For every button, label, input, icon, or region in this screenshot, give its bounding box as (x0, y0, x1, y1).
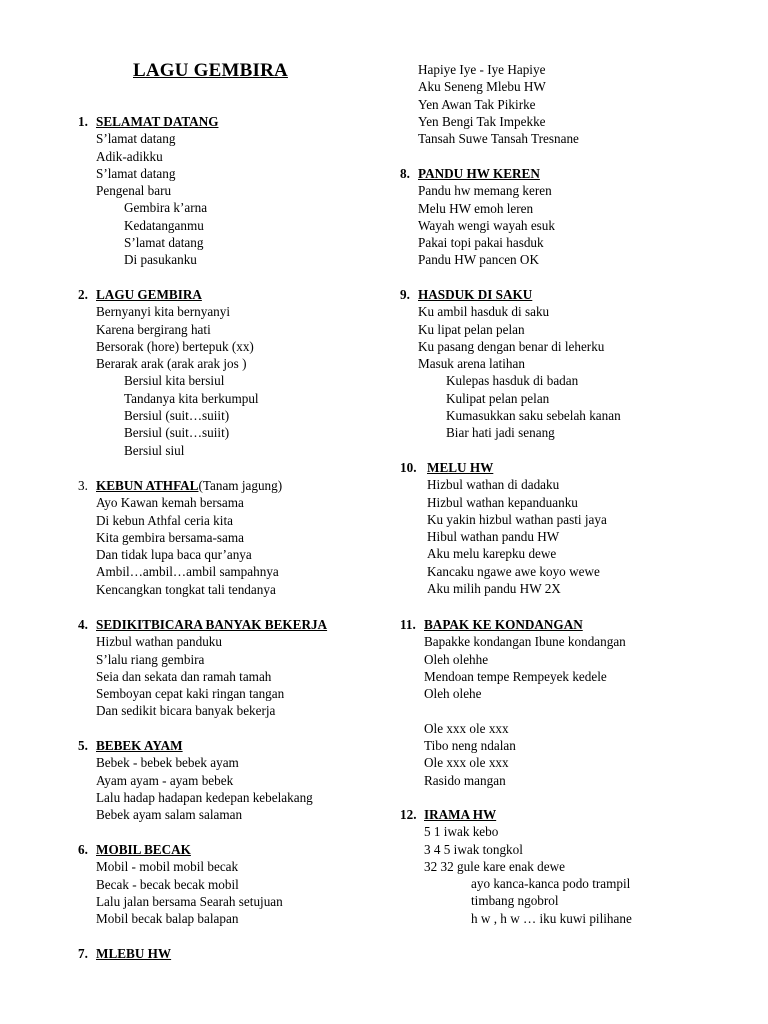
song-heading (78, 737, 313, 754)
song-7-continued (418, 61, 579, 147)
song-heading (400, 616, 626, 633)
song-9 (400, 286, 621, 442)
lyric-line: Bersiul (suit…suiit) (124, 408, 230, 424)
lyric-line: Pakai topi pakai hasduk (418, 235, 544, 251)
song-heading (78, 477, 283, 494)
song-number: 8. (400, 166, 410, 181)
lyric-line: Bernyanyi kita bernyanyi (96, 304, 231, 320)
lyric-line: Tansah Suwe Tansah Tresnane (418, 131, 579, 147)
lyric-line: S’lamat datang (96, 131, 176, 147)
song-12 (400, 806, 632, 927)
document-title: LAGU GEMBIRA (133, 60, 288, 81)
lyric-line: Wayah wengi wayah esuk (418, 217, 555, 233)
lyric-line: Lalu jalan bersama Searah setujuan (96, 893, 283, 909)
lyric-line: S’lamat datang (124, 235, 204, 251)
lyric-line: Bebek - bebek bebek ayam (96, 755, 239, 771)
lyric-line: Hizbul wathan panduku (96, 634, 222, 650)
lyric-line: 5 1 iwak kebo (424, 824, 499, 840)
lyric-line: Kancaku ngawe awe koyo wewe (427, 563, 600, 579)
lyric-line: Ayam ayam - ayam bebek (96, 772, 234, 788)
lyric-line: Bersorak (hore) bertepuk (xx) (96, 338, 254, 354)
song-title: IRAMA HW (424, 807, 497, 822)
lyric-line: Rasido mangan (424, 772, 506, 788)
lyric-line: 3 4 5 iwak tongkol (424, 841, 523, 857)
song-1 (78, 113, 219, 269)
song-heading (400, 806, 632, 823)
lyric-line: Aku Seneng Mlebu HW (418, 79, 546, 95)
lyric-line: Kumasukkan saku sebelah kanan (446, 408, 621, 424)
lyric-line: Gembira k’arna (124, 200, 208, 216)
lyric-line: Yen Awan Tak Pikirke (418, 96, 536, 112)
lyric-line: Di pasukanku (124, 252, 197, 268)
song-title: MLEBU HW (96, 946, 172, 961)
song-number: 7. (78, 946, 88, 961)
song-number: 2. (78, 287, 88, 302)
lyric-line: Ambil…ambil…ambil sampahnya (96, 564, 279, 580)
song-title: MELU HW (427, 460, 494, 475)
lyric-line: Aku milih pandu HW 2X (427, 581, 561, 597)
lyric-line: Kulipat pelan pelan (446, 390, 550, 406)
lyric-line: Bersiul (suit…suiit) (124, 425, 230, 441)
song-number: 11. (400, 617, 416, 632)
song-6 (78, 841, 283, 927)
lyric-line: Tibo neng ndalan (424, 738, 516, 754)
song-4 (78, 616, 328, 720)
lyric-line: Mobil becak balap balapan (96, 911, 239, 927)
song-8 (400, 165, 555, 269)
lyric-line: Hapiye Iye - Iye Hapiye (418, 62, 546, 77)
song-title: BEBEK AYAM (96, 738, 183, 753)
song-heading (78, 113, 219, 130)
lyric-line: Bersiul siul (124, 442, 185, 458)
lyric-line: Ku lipat pelan pelan (418, 321, 525, 337)
lyric-line: Masuk arena latihan (418, 356, 525, 372)
lyric-line: Oleh olehe (424, 686, 482, 702)
song-title: HASDUK DI SAKU (418, 287, 533, 302)
lyric-line: Yen Bengi Tak Impekke (418, 113, 546, 129)
lyric-line: Pandu hw memang keren (418, 183, 552, 199)
lyric-line: Bebek ayam salam salaman (96, 807, 243, 823)
lyric-line: Semboyan cepat kaki ringan tangan (96, 686, 285, 702)
lyric-line: Berarak arak (arak arak jos ) (96, 356, 247, 372)
lyric-line: Seia dan sekata dan ramah tamah (96, 668, 272, 684)
lyric-line: Karena bergirang hati (96, 321, 211, 337)
song-number: 12. (400, 807, 417, 822)
song-number: 9. (400, 287, 410, 302)
lyric-line: Di kebun Athfal ceria kita (96, 512, 233, 528)
song-heading (400, 459, 607, 476)
lyric-line: S’lamat datang (96, 165, 176, 181)
song-title: SELAMAT DATANG (96, 114, 219, 129)
song-heading (400, 165, 555, 182)
lyric-line: Biar hati jadi senang (446, 425, 555, 441)
lyric-line: Kulepas hasduk di badan (446, 373, 579, 389)
lyric-line: Dan tidak lupa baca qur’anya (96, 547, 252, 563)
lyric-line: Melu HW emoh leren (418, 200, 534, 216)
lyric-line: Ku yakin hizbul wathan pasti jaya (427, 511, 607, 527)
song-title: LAGU GEMBIRA (96, 287, 202, 302)
song-title: KEBUN ATHFAL (96, 478, 199, 493)
lyric-line: ayo kanca-kanca podo trampil (471, 876, 631, 892)
song-number: 6. (78, 842, 88, 857)
song-2 (78, 286, 259, 459)
lyric-line: Aku melu karepku dewe (427, 546, 557, 562)
lyric-line: Hizbul wathan kepanduanku (427, 494, 578, 510)
song-title: BAPAK KE KONDANGAN (424, 617, 583, 632)
lyric-line: Tandanya kita berkumpul (124, 390, 259, 406)
lyric-line: Adik-adikku (96, 148, 163, 164)
song-number: 5. (78, 738, 88, 753)
song-title: PANDU HW KEREN (418, 166, 540, 181)
lyric-line: Hizbul wathan di dadaku (427, 477, 560, 493)
lyric-line: Bersiul kita bersiul (124, 373, 225, 389)
song-5 (78, 737, 313, 823)
song-heading (78, 841, 283, 858)
lyric-line: Ayo Kawan kemah bersama (96, 495, 244, 511)
lyric-line: Kedatanganmu (124, 217, 204, 233)
lyric-line: Becak - becak becak mobil (96, 876, 239, 892)
lyric-line: Bapakke kondangan Ibune kondangan (424, 634, 626, 650)
lyric-line: Kita gembira bersama-sama (96, 529, 244, 545)
lyric-line: Ku ambil hasduk di saku (418, 304, 550, 320)
lyric-line: Ole xxx ole xxx (424, 755, 509, 771)
lyric-line: Ole xxx ole xxx (424, 720, 509, 736)
lyric-line: Hibul wathan pandu HW (427, 529, 560, 545)
song-heading (400, 286, 621, 303)
lyric-line: S’lalu riang gembira (96, 651, 205, 667)
lyric-line: h w , h w … iku kuwi pilihane (471, 910, 632, 926)
song-number: 10. (400, 460, 417, 475)
song-10 (400, 459, 607, 597)
lyric-line: Pandu HW pancen OK (418, 252, 539, 268)
song-heading (78, 616, 328, 633)
song-title: SEDIKITBICARA BANYAK BEKERJA (96, 617, 328, 632)
lyric-line: Oleh olehhe (424, 651, 489, 667)
lyric-line: Pengenal baru (96, 183, 172, 199)
lyric-line: timbang ngobrol (471, 893, 559, 909)
song-11 (400, 616, 626, 789)
lyric-line: Ku pasang dengan benar di leherku (418, 338, 605, 354)
lyric-line: Dan sedikit bicara banyak bekerja (96, 703, 276, 719)
song-number: 3. (78, 478, 88, 493)
lyric-line: Lalu hadap hadapan kedepan kebelakang (96, 789, 313, 805)
lyric-line (400, 702, 626, 719)
song-number: 4. (78, 617, 88, 632)
song-3 (78, 477, 283, 598)
song-heading (78, 286, 259, 303)
lyric-line: 32 32 gule kare enak dewe (424, 858, 565, 874)
lyric-line: Mendoan tempe Rempeyek kedele (424, 668, 607, 684)
lyric-line: Kencangkan tongkat tali tendanya (96, 581, 276, 597)
song-subtitle: (Tanam jagung) (198, 478, 283, 493)
song-title: MOBIL BECAK (96, 842, 191, 857)
song-number: 1. (78, 114, 88, 129)
lyric-line: Mobil - mobil mobil becak (96, 859, 239, 875)
